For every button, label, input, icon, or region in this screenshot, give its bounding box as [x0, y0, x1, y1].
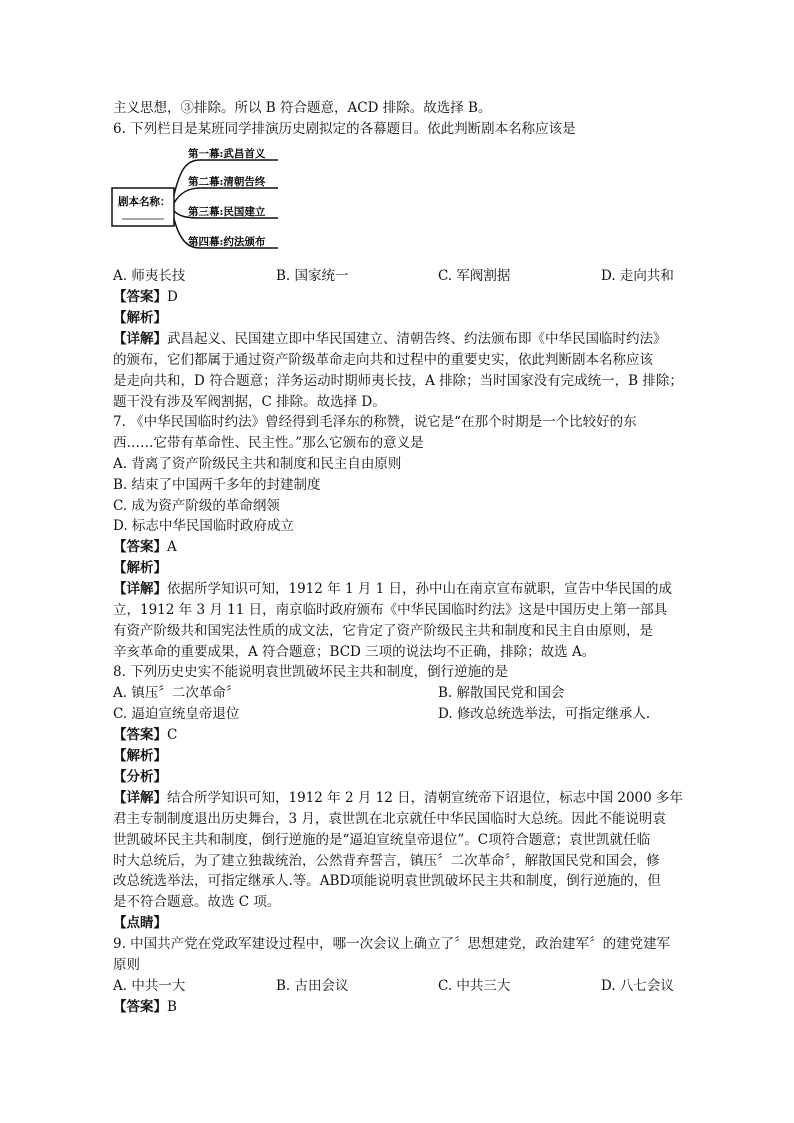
q7-detail-2: 立，1912 年 3 月 11 日，南京临时政府颁布《中华民国临时约法》这是中国历史上第一部具	[113, 602, 668, 618]
q6-detail-3: 是走向共和，D 符合题意；洋务运动时期师夷长技，A 排除；当时国家没有完成统一，B 排除；	[113, 373, 683, 389]
q8-detail-2: 君主专制制度退出历史舞台，3 月，袁世凯在北京就任中华民国临时大总统。因此不能说明袁	[113, 811, 666, 827]
question-7-line-2: 西……它带有革命性、民主性。”那么它颁布的意义是	[113, 435, 424, 451]
q9-answer: 【答案】B	[113, 999, 177, 1015]
q8-detail-4: 时大总统后，为了建立独裁统治，公然背弃誓言，镇压〞二次革命〞，解散国民党和国会，修	[113, 853, 660, 869]
q8-option-a: A. 镇压〞二次革命〞	[113, 685, 240, 701]
q8-dianjing: 【点睛】	[113, 915, 167, 931]
q8-fenxi: 【分析】	[113, 769, 167, 785]
q8-detail-1: 【详解】结合所学知识可知，1912 年 2 月 12 日，清朝宣统帝下诏退位，标志中国 2000 多年	[113, 790, 684, 806]
diagram-label: 剧本名称：	[118, 196, 171, 208]
q8-detail-6: 是不符合题意。故选 C 项。	[113, 894, 281, 910]
q9-option-d: D. 八七会议	[601, 978, 674, 994]
diagram-act-2: 第二幕:清朝告终	[188, 176, 266, 188]
q7-detail-1: 【详解】依据所学知识可知，1912 年 1 月 1 日，孙中山在南京宣布就职，宣告中华民国的成	[113, 581, 672, 597]
q8-detail-5: 改总统选举法，可指定继承人.等。ABD项能说明袁世凯破坏民主共和制度，倒行逆施的，但	[113, 873, 661, 889]
q8-option-d: D. 修改总统选举法，可指定继承人.	[438, 706, 651, 722]
q6-detail-2: 的颁布，它们都属于通过资产阶级革命走向共和过程中的重要史实，依此判断剧本名称应该	[113, 352, 653, 368]
q8-option-c: C. 逼迫宣统皇帝退位	[113, 706, 240, 722]
q6-answer: 【答案】D	[113, 289, 178, 305]
q6-detail-4: 题干没有涉及军阀割据，C 排除。故选择 D。	[113, 394, 386, 410]
q8-answer: 【答案】C	[113, 727, 178, 743]
q6-detail-1: 【详解】武昌起义、民国建立即中华民国建立、清朝告终、约法颁布即《中华民国临时约法》	[113, 331, 667, 347]
q6-analysis: 【解析】	[113, 310, 167, 326]
diagram-act-1: 第一幕:武昌首义	[188, 148, 266, 160]
question-7-line-1: 7. 《中华民国临时约法》曾经得到毛泽东的称赞，说它是“在那个时期是一个比较好的东	[113, 414, 637, 430]
q7-option-d: D. 标志中华民国临时政府成立	[113, 518, 294, 534]
q7-detail-4: 辛亥革命的重要成果，A 符合题意；BCD 三项的说法均不正确，排除；故选 A。	[113, 644, 596, 660]
q6-option-c: C. 军阀割据	[438, 268, 511, 284]
q7-answer: 【答案】A	[113, 539, 177, 555]
q9-option-a: A. 中共一大	[113, 978, 186, 994]
q8-detail-3: 世凯破坏民主共和制度，倒行逆施的是“逼迫宣统皇帝退位”。C项符合题意；袁世凯就任临	[113, 832, 651, 848]
question-8: 8. 下列历史史实不能说明袁世凯破坏民主共和制度，倒行逆施的是	[113, 664, 509, 680]
line-1: 主义思想，③排除。所以 B 符合题意，ACD 排除。故选择 B。	[113, 100, 492, 116]
question-6: 6. 下列栏目是某班同学排演历史剧拟定的各幕题目。依此判断剧本名称应该是	[113, 121, 576, 137]
diagram-act-3: 第三幕:民国建立	[188, 206, 266, 218]
q6-option-a: A. 师夷长技	[113, 268, 186, 284]
q6-option-b: B. 国家统一	[276, 268, 349, 284]
q7-detail-3: 有资产阶级共和国宪法性质的成文法，它肯定了资产阶级民主共和制度和民主自由原则，是	[113, 623, 653, 639]
q9-option-b: B. 古田会议	[276, 978, 349, 994]
q7-option-c: C. 成为资产阶级的革命纲领	[113, 498, 280, 514]
q7-analysis: 【解析】	[113, 560, 167, 576]
diagram-act-4: 第四幕:约法颁布	[188, 236, 266, 248]
q9-option-c: C. 中共三大	[438, 978, 511, 994]
q7-option-a: A. 背离了资产阶级民主共和制度和民主自由原则	[113, 456, 402, 472]
question-9-line-2: 原则	[113, 957, 140, 973]
q6-option-d: D. 走向共和	[601, 268, 674, 284]
question-9-line-1: 9. 中国共产党在党政军建设过程中，哪一次会议上确立了〞思想建党，政治建军〞的建党建军	[113, 936, 671, 952]
q8-analysis: 【解析】	[113, 748, 167, 764]
drama-diagram	[110, 145, 290, 257]
q8-option-b: B. 解散国民党和国会	[438, 685, 565, 701]
q7-option-b: B. 结束了中国两千多年的封建制度	[113, 477, 321, 493]
